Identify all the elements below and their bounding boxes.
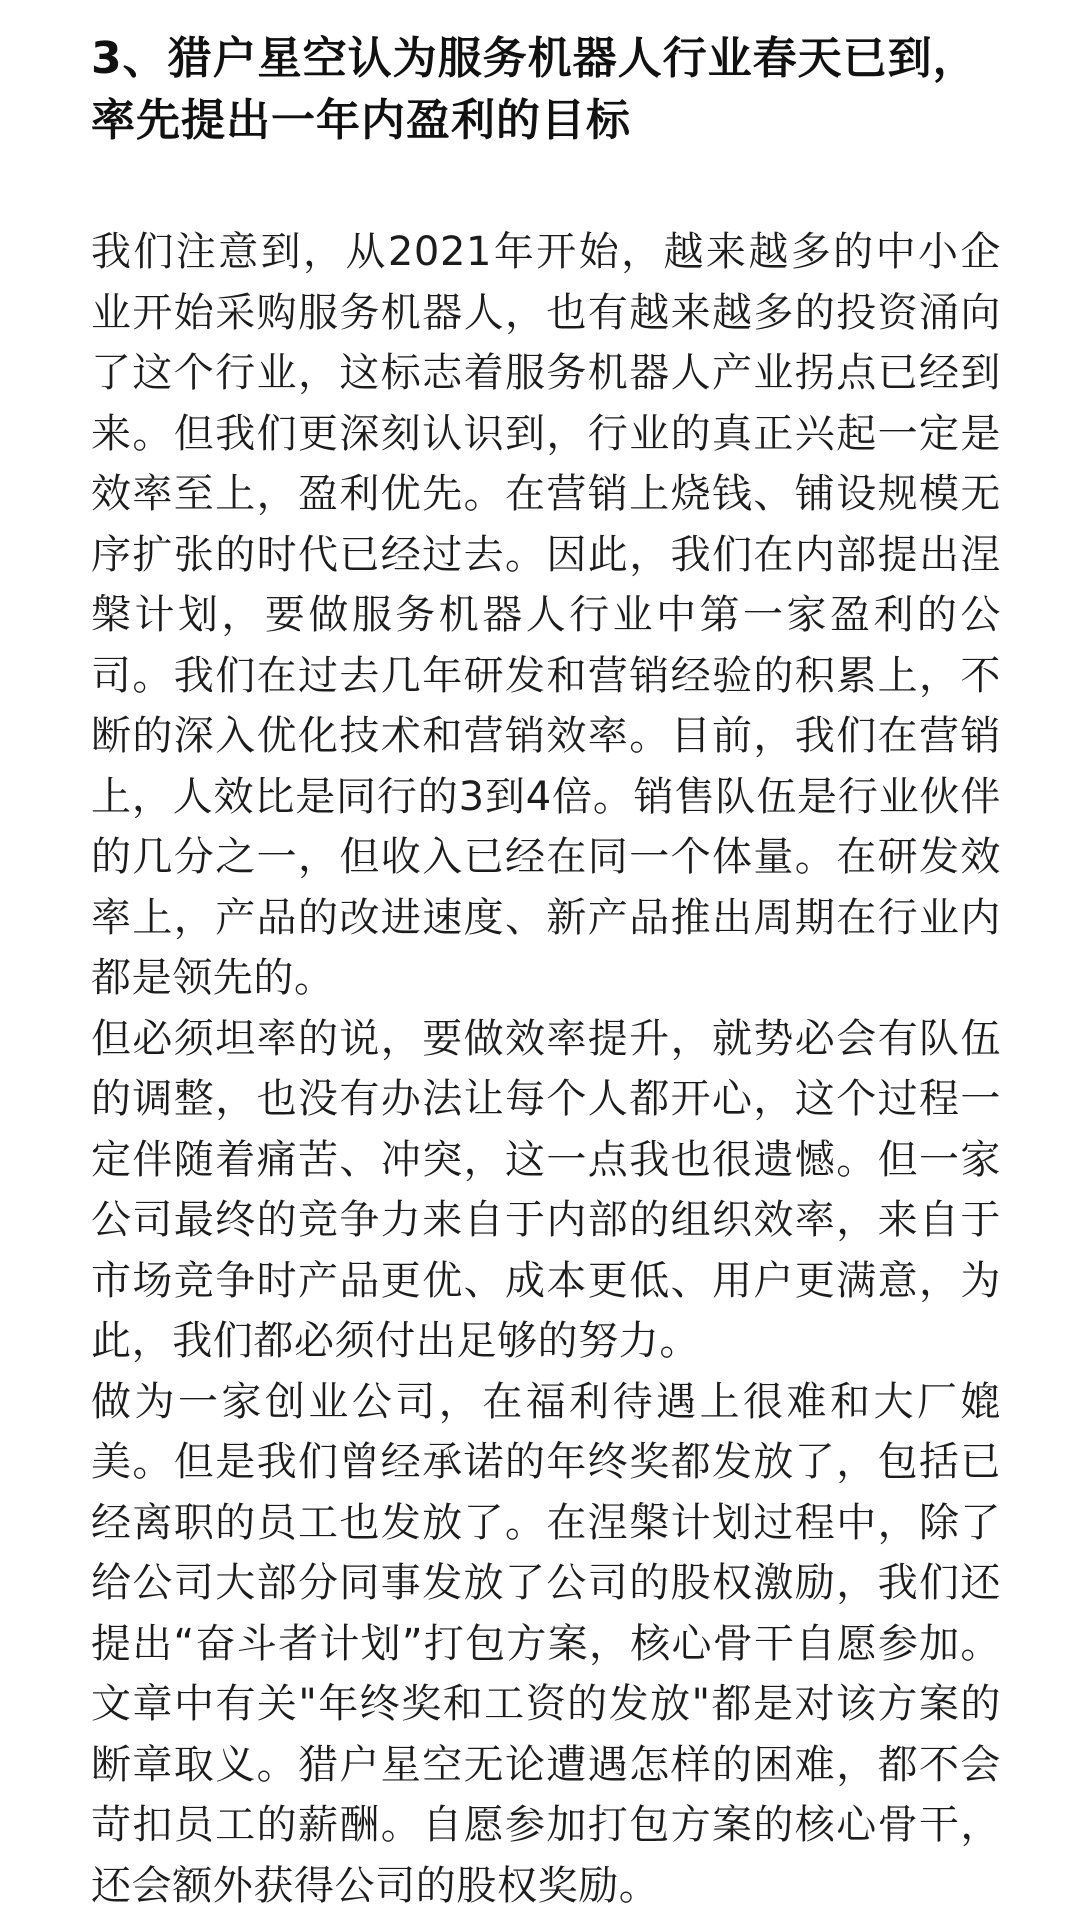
paragraph-1: 我们注意到，从2021年开始，越来越多的中小企业开始采购服务机器人，也有越来越多的投资涌向了这个行业，这标志着服务机器人产业拐点已经到来。但我们更深刻认识到，行业的真正兴起一定是效率至上，盈利优先。在营销上烧钱、铺设规模无序扩张的时代已经过去。因此，我们在内部提出涅槃计划，要做服务机器人行业中第一家盈利的公司。我们在过去几年研发和营销经验的积累上，不断的深入优化技术和营销效率。目前，我们在营销上，人效比是同行的3到4倍。销售队伍是行业伙伴的几分之一，但收入已经在同一个体量。在研发效率上，产品的改进速度、新产品推出周期在行业内都是领先的。 bbox=[91, 222, 1001, 1009]
article-body bbox=[91, 222, 1001, 1916]
article bbox=[91, 28, 1001, 1916]
paragraph-3: 做为一家创业公司，在福利待遇上很难和大厂媲美。但是我们曾经承诺的年终奖都发放了，包括已经离职的员工也发放了。在涅槃计划过程中，除了给公司大部分同事发放了公司的股权激励，我们还提出“奋斗者计划”打包方案，核心骨干自愿参加。文章中有关"年终奖和工资的发放"都是对该方案的断章取义。猎户星空无论遭遇怎样的困难，都不会苛扣员工的薪酬。自愿参加打包方案的核心骨干，还会额外获得公司的股权奖励。 bbox=[91, 1372, 1001, 1916]
paragraph-2: 但必须坦率的说，要做效率提升，就势必会有队伍的调整，也没有办法让每个人都开心，这个过程一定伴随着痛苦、冲突，这一点我也很遗憾。但一家公司最终的竞争力来自于内部的组织效率，来自于市场竞争时产品更优、成本更低、用户更满意，为此，我们都必须付出足够的努力。 bbox=[91, 1009, 1001, 1372]
section-heading: 3、猎户星空认为服务机器人行业春天已到，率先提出一年内盈利的目标 bbox=[91, 28, 1001, 152]
